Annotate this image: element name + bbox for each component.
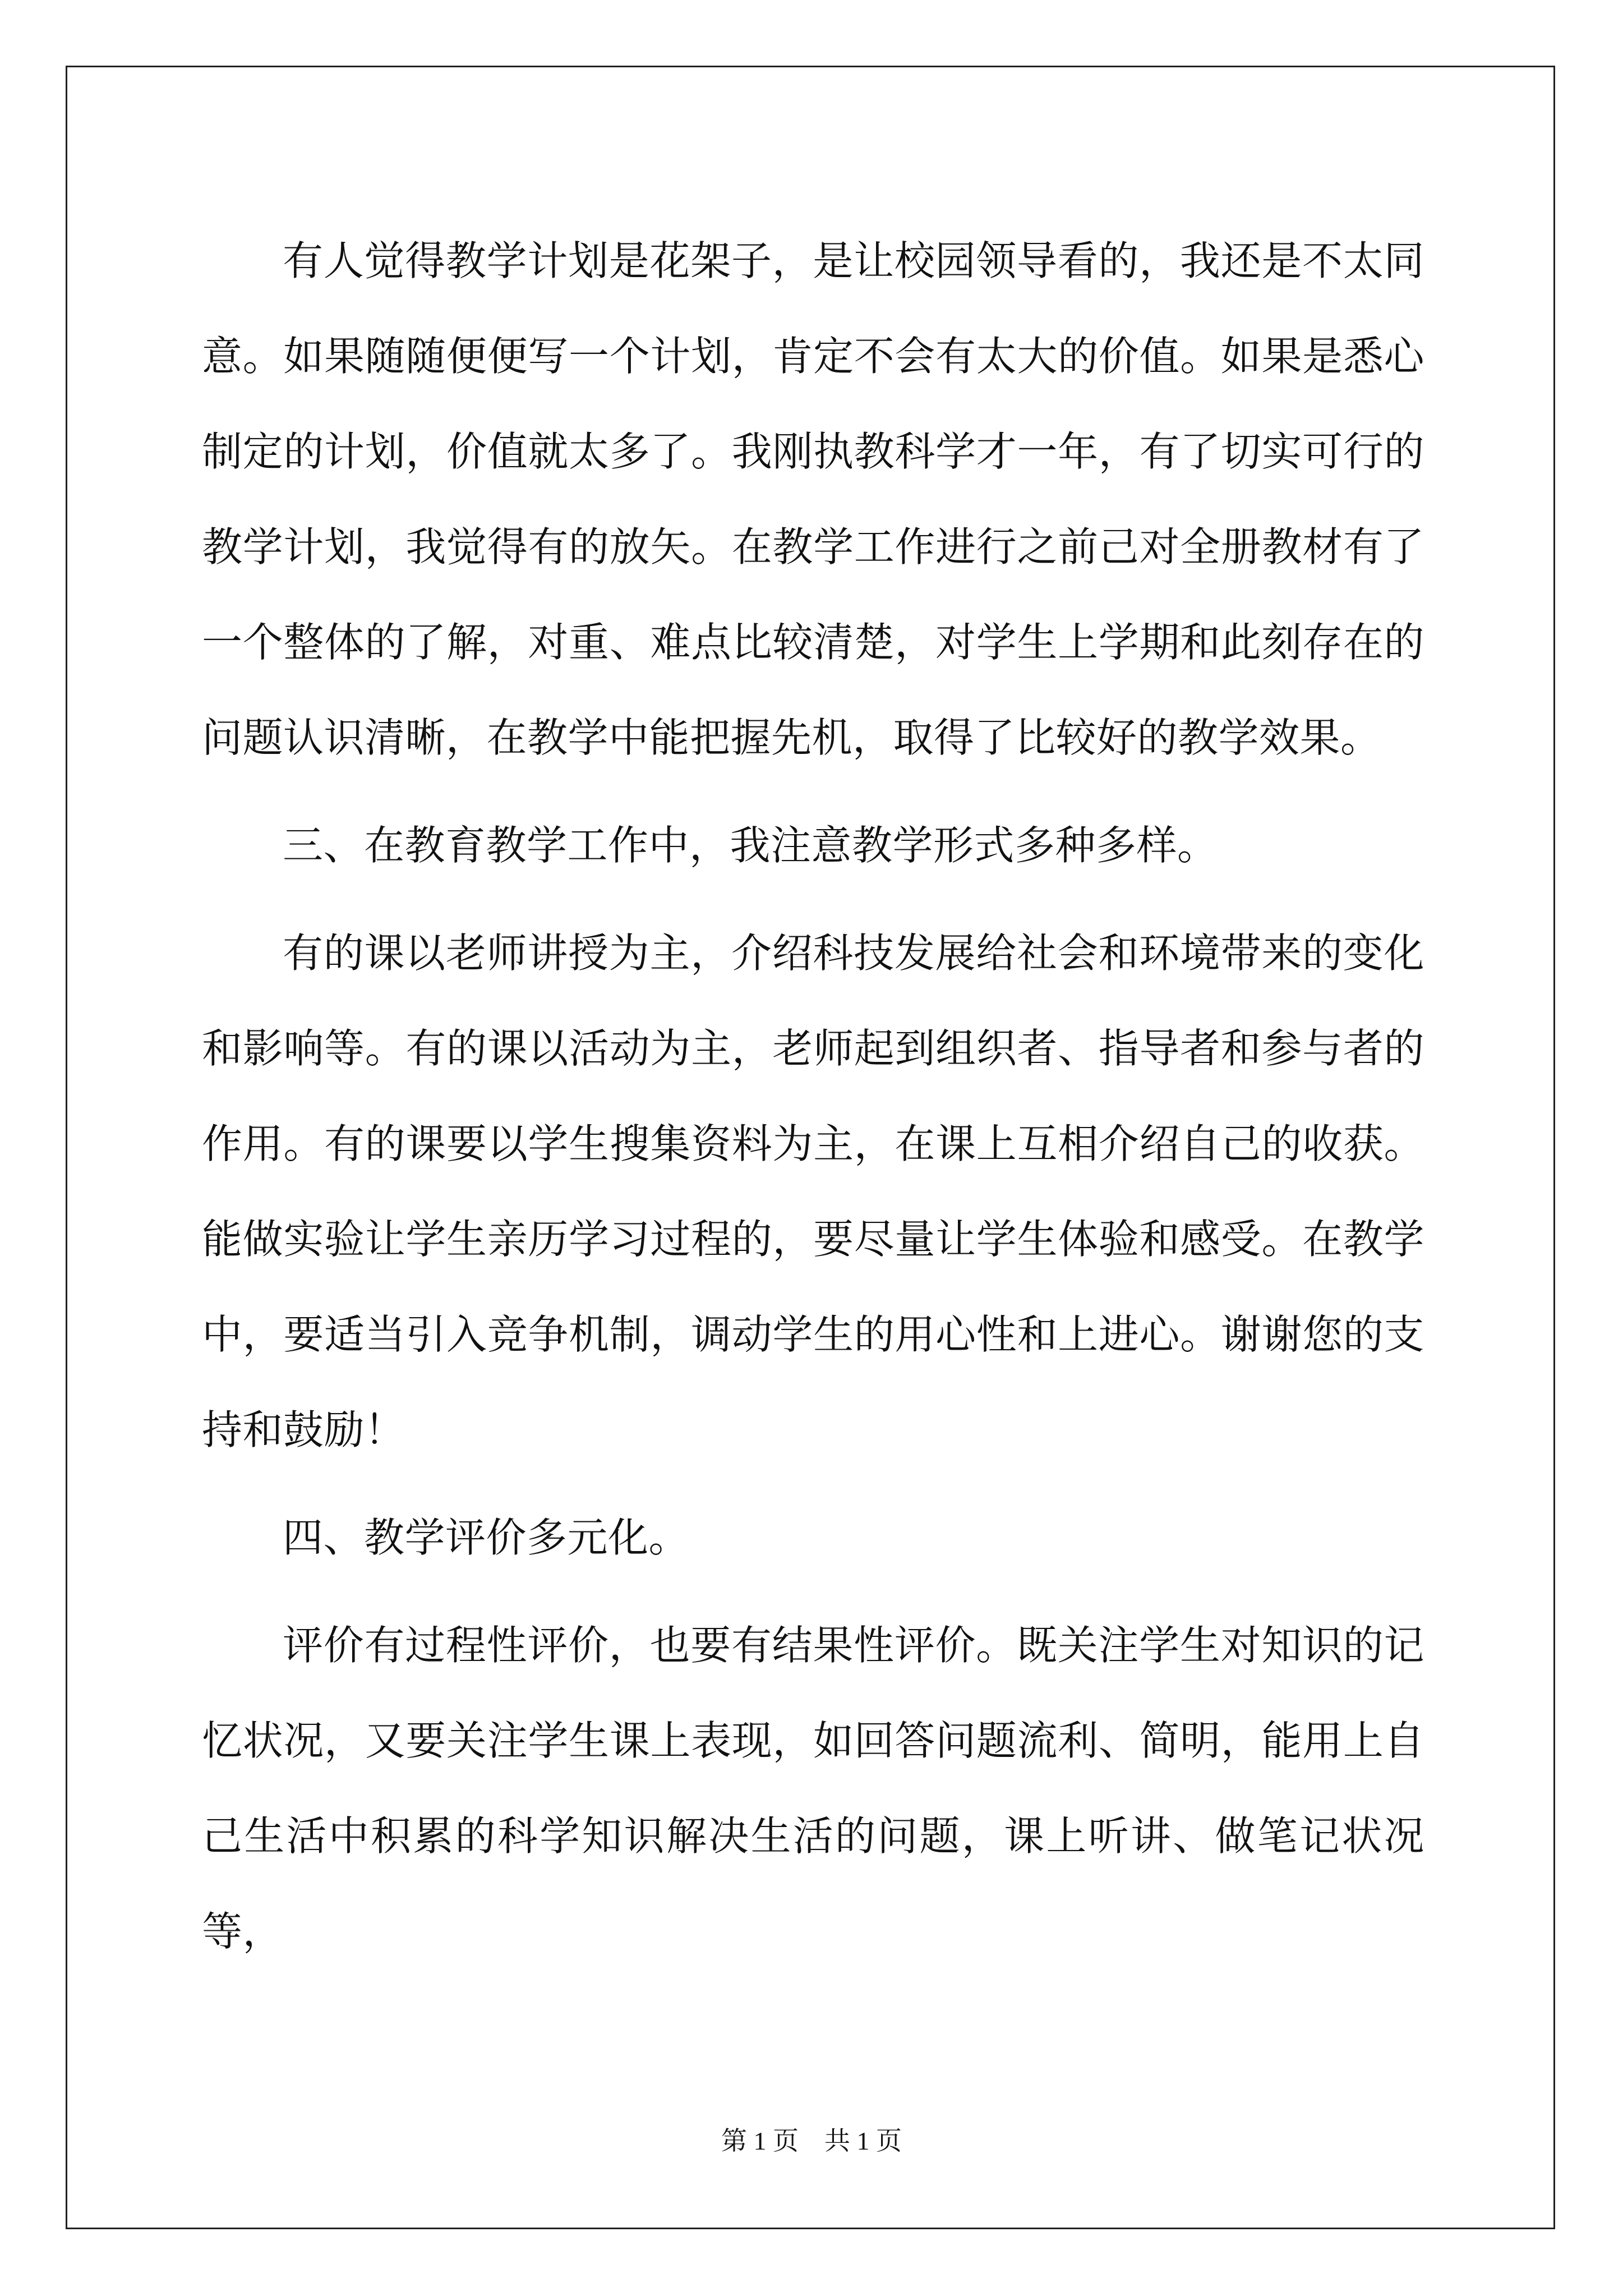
- paragraph: 有人觉得教学计划是花架子，是让校园领导看的，我还是不太同意。如果随随便便写一个计划，肯定不会有太大的价值。如果是悉心制定的计划，价值就太多了。我刚执教科学才一年，有了切实可行的教学计划，我觉得有的放矢。在教学工作进行之前己对全册教材有了一个整体的了解，对重、难点比较清楚，对学生上学期和此刻存在的问题认识清晰，在教学中能把握先机，取得了比较好的教学效果。: [202, 237, 1424, 761]
- section-heading: 三、在教育教学工作中，我注意教学形式多种多样。: [283, 822, 1218, 869]
- document-body: [202, 213, 1424, 1991]
- paragraph: 评价有过程性评价，也要有结果性评价。既关注学生对知识的记忆状况，又要关注学生课上表现，如回答问题流利、简明，能用上自己生活中积累的科学知识解决生活的问题，课上听讲、做笔记状况等，: [202, 1622, 1424, 1955]
- paragraph: 有的课以老师讲授为主，介绍科技发展给社会和环境带来的变化和影响等。有的课以活动为主，老师起到组织者、指导者和参与者的作用。有的课要以学生搜集资料为主，在课上互相介绍自己的收获。能做实验让学生亲历学习过程的，要尽量让学生体验和感受。在教学中，要适当引入竞争机制，调动学生的用心性和上进心。谢谢您的支持和鼓励！: [202, 930, 1424, 1453]
- page-number-footer: 第 1 页 共 1 页: [721, 2127, 902, 2155]
- section-heading: 四、教学评价多元化。: [283, 1514, 690, 1561]
